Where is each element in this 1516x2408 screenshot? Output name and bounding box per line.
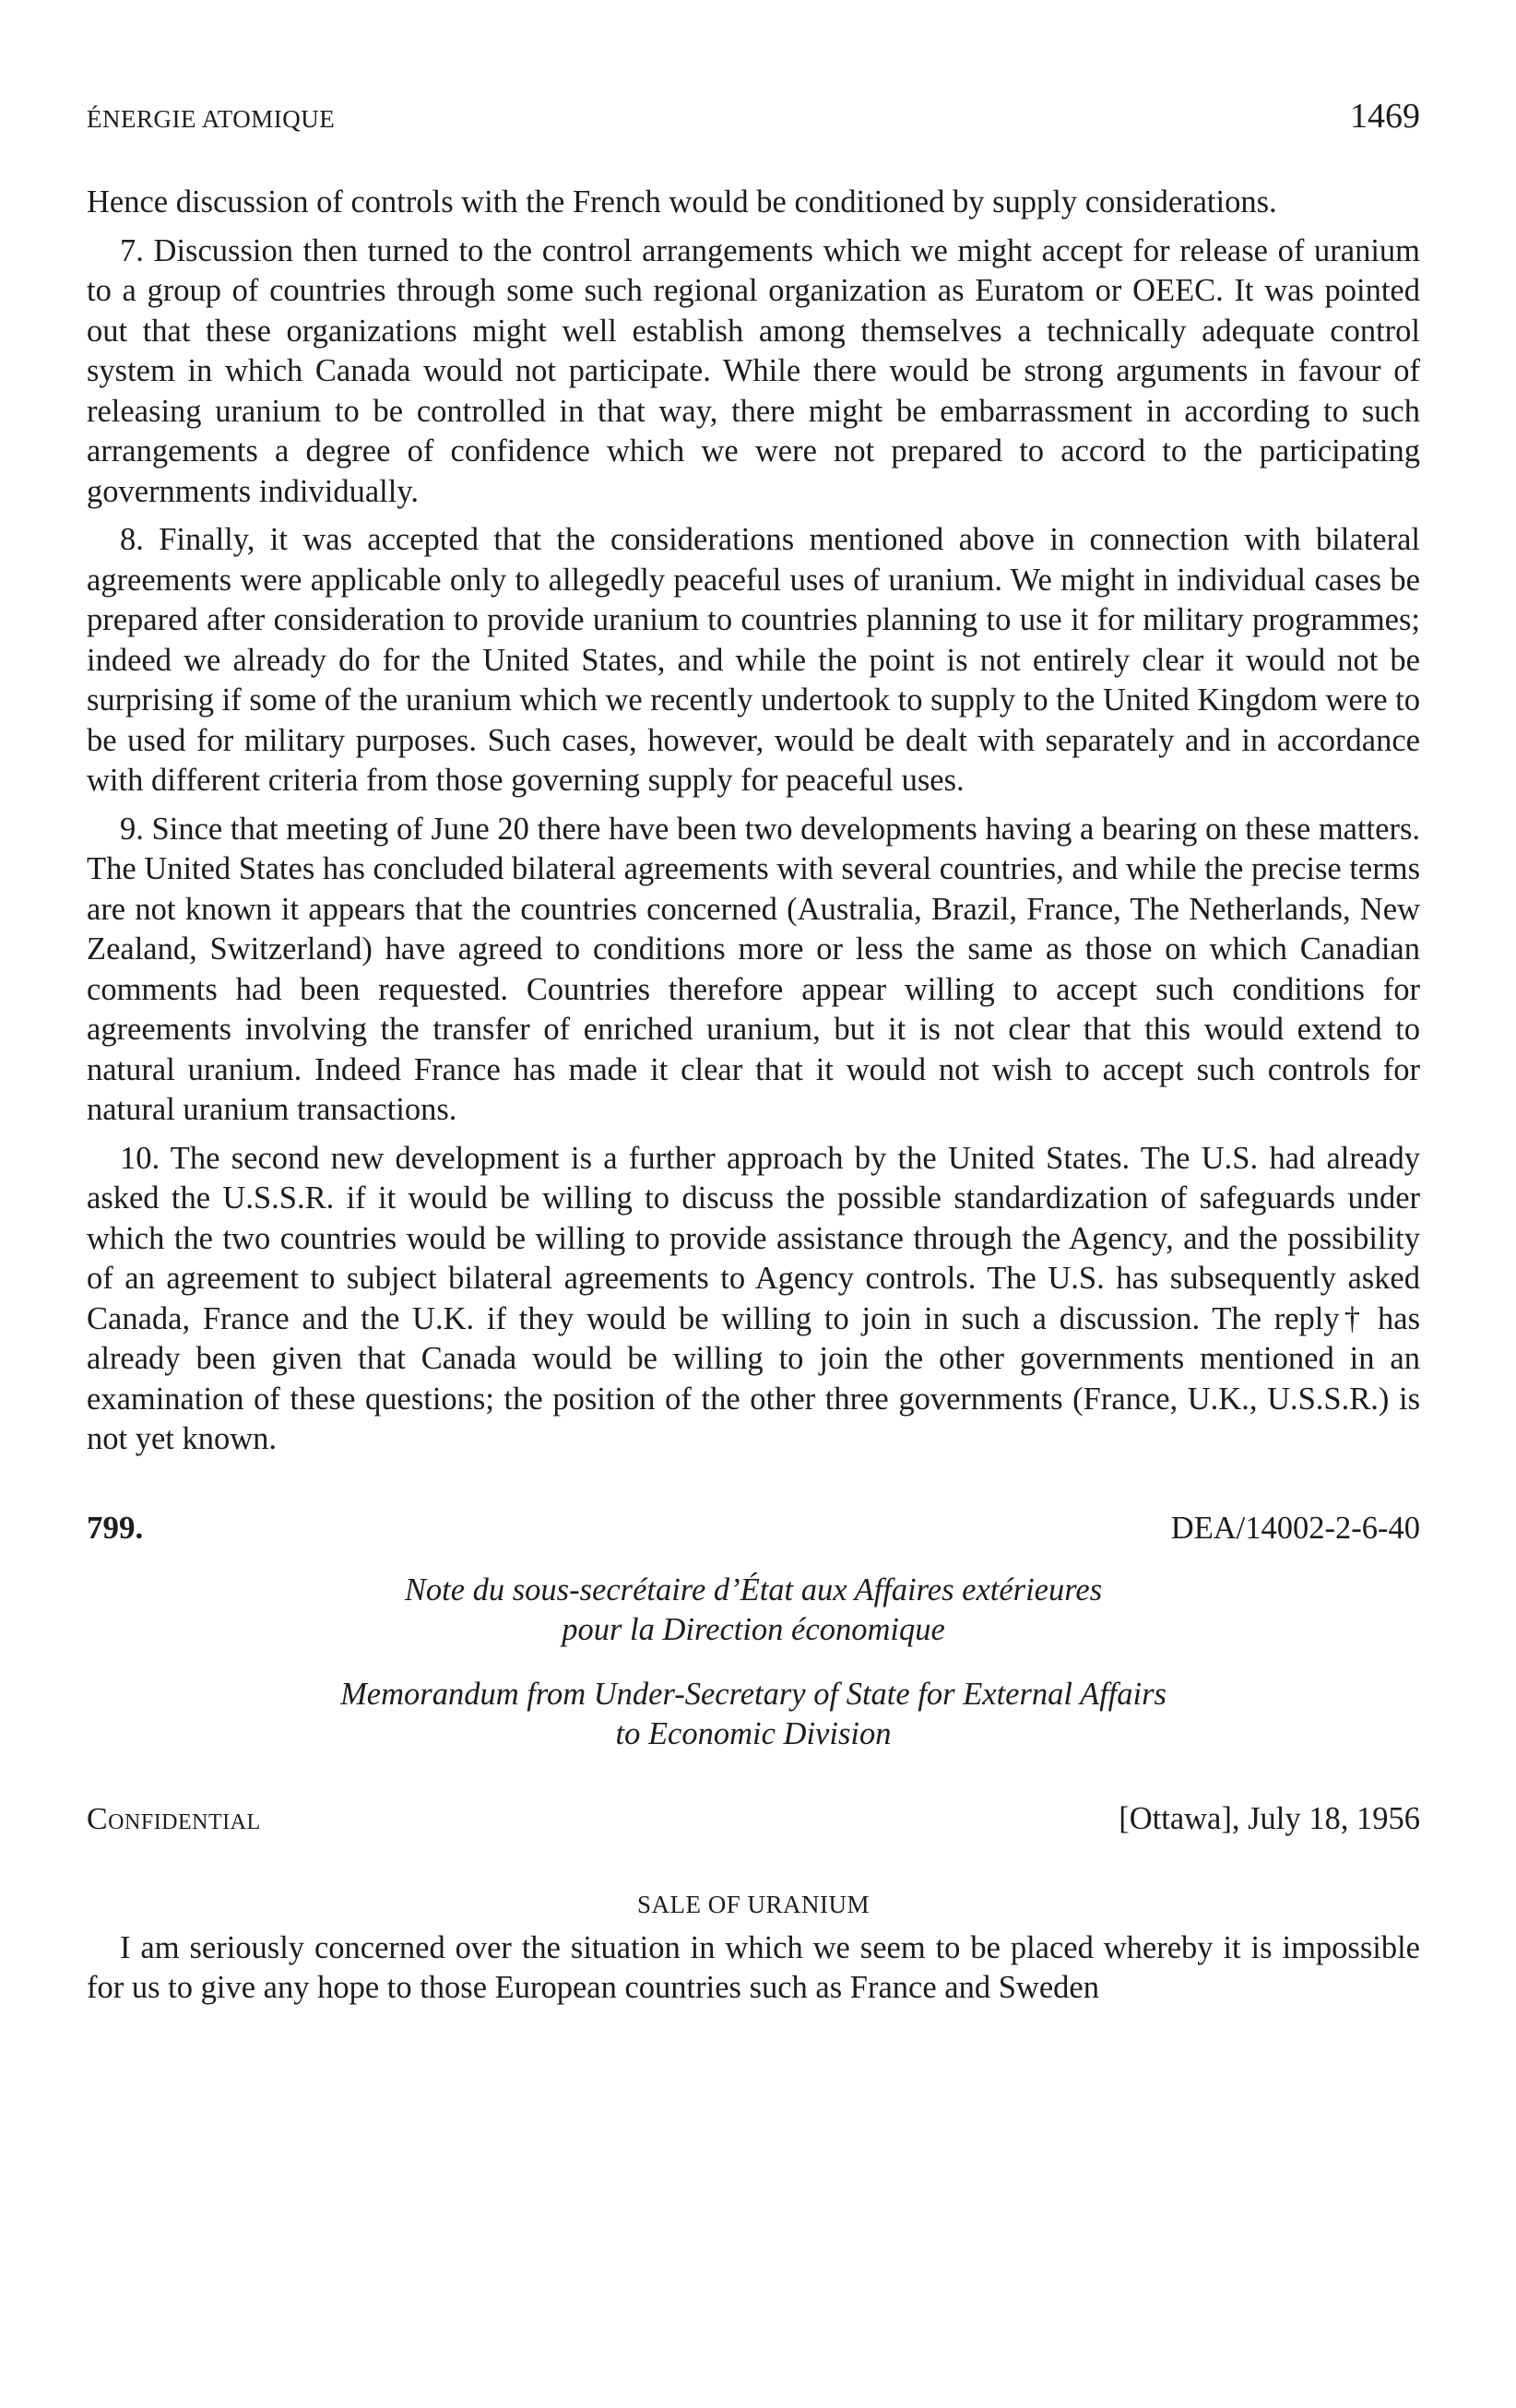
document-meta bbox=[87, 1801, 1420, 1837]
classification-label: Confidential bbox=[87, 1801, 261, 1836]
paragraph-8: 8. Finally, it was accepted that the considerations mentioned above in connection with bilateral agreements were applicable only to allegedly peaceful uses of uranium. We might in individual cases be prepared after consideration to provide uranium to countries planning to use it for military programmes; indeed we already do for the United States, and while the point is not entirely clear it would not be surprising if some of the uranium which we recently undertook to supply to the United Kingdom were to be used for military purposes. Such cases, however, would be dealt with separately and in accordance with different criteria from those governing supply for peaceful uses. bbox=[87, 522, 1420, 798]
memo-opening-paragraph: I am seriously concerned over the situation in which we seem to be placed whereby it is impossible for us to give any hope to those European countries such as France and Sweden bbox=[87, 1929, 1420, 2005]
title-french-line-1: Note du sous-secrétaire d’État aux Affaires extérieures bbox=[404, 1572, 1103, 1607]
paragraph-10: 10. The second new development is a further approach by the United States. The U.S. had already asked the U.S.S.R. if it would be willing to discuss the possible standardization of safeguards under which the two countries would be willing to provide assistance through the Agency, and the possibility of an agreement to subject bilateral agreements to Agency controls. The U.S. has subsequently asked Canada, France and the U.K. if they would be willing to join in such a discussion. The reply† has already been given that Canada would be willing to join the other governments mentioned in an examination of these questions; the position of the other three governments (France, U.K., U.S.S.R.) is not yet known. bbox=[87, 1140, 1420, 1456]
title-french-line-2: pour la Direction économique bbox=[562, 1612, 945, 1647]
document-reference: DEA/14002-2-6-40 bbox=[1170, 1510, 1420, 1546]
document-page bbox=[87, 96, 1420, 2017]
paragraph-9: 9. Since that meeting of June 20 there have been two developments having a bearing on these matters. The United States has concluded bilateral agreements with several countries, and while the precise terms are not known it appears that the countries concerned (Australia, Brazil, France, The Netherlands, New Zealand, Switzerland) have agreed to conditions more or less the same as those on which Canadian comments had been requested. Countries therefore appear willing to accept such conditions for agreements involving the transfer of enriched uranium, but it is not clear that this would extend to natural uranium. Indeed France has made it clear that it would not wish to accept such controls for natural uranium transactions. bbox=[87, 811, 1420, 1127]
title-english-line-2: to Economic Division bbox=[615, 1716, 892, 1751]
paragraph-continuation: Hence discussion of controls with the French would be conditioned by supply considerations. bbox=[87, 184, 1277, 219]
running-title: ÉNERGIE ATOMIQUE bbox=[87, 105, 336, 133]
body-text bbox=[87, 183, 1420, 1460]
running-head bbox=[87, 96, 1420, 136]
title-english-line-1: Memorandum from Under-Secretary of State for External Affairs bbox=[340, 1676, 1167, 1712]
paragraph-7: 7. Discussion then turned to the control arrangements which we might accept for release of uranium to a group of countries through some such regional organization as Euratom or OEEC. It was pointed out that these organizations might well establish among themselves a technically adequate control system in which Canada would not participate. While there would be strong arguments in favour of releasing uranium to be controlled in that way, there might be embarrassment in according to such arrangements a degree of confidence which we were not prepared to accord to the participating governments individually. bbox=[87, 232, 1420, 509]
document-number: 799. bbox=[87, 1509, 144, 1546]
page-number: 1469 bbox=[1350, 97, 1420, 136]
subject-heading: SALE OF URANIUM bbox=[636, 1890, 871, 1918]
document-title-english bbox=[87, 1675, 1420, 1755]
document-header bbox=[87, 1510, 1420, 1547]
memo-body bbox=[87, 1928, 1420, 2009]
date-place: [Ottawa], July 18, 1956 bbox=[1119, 1800, 1420, 1836]
document-title-french bbox=[87, 1571, 1420, 1651]
